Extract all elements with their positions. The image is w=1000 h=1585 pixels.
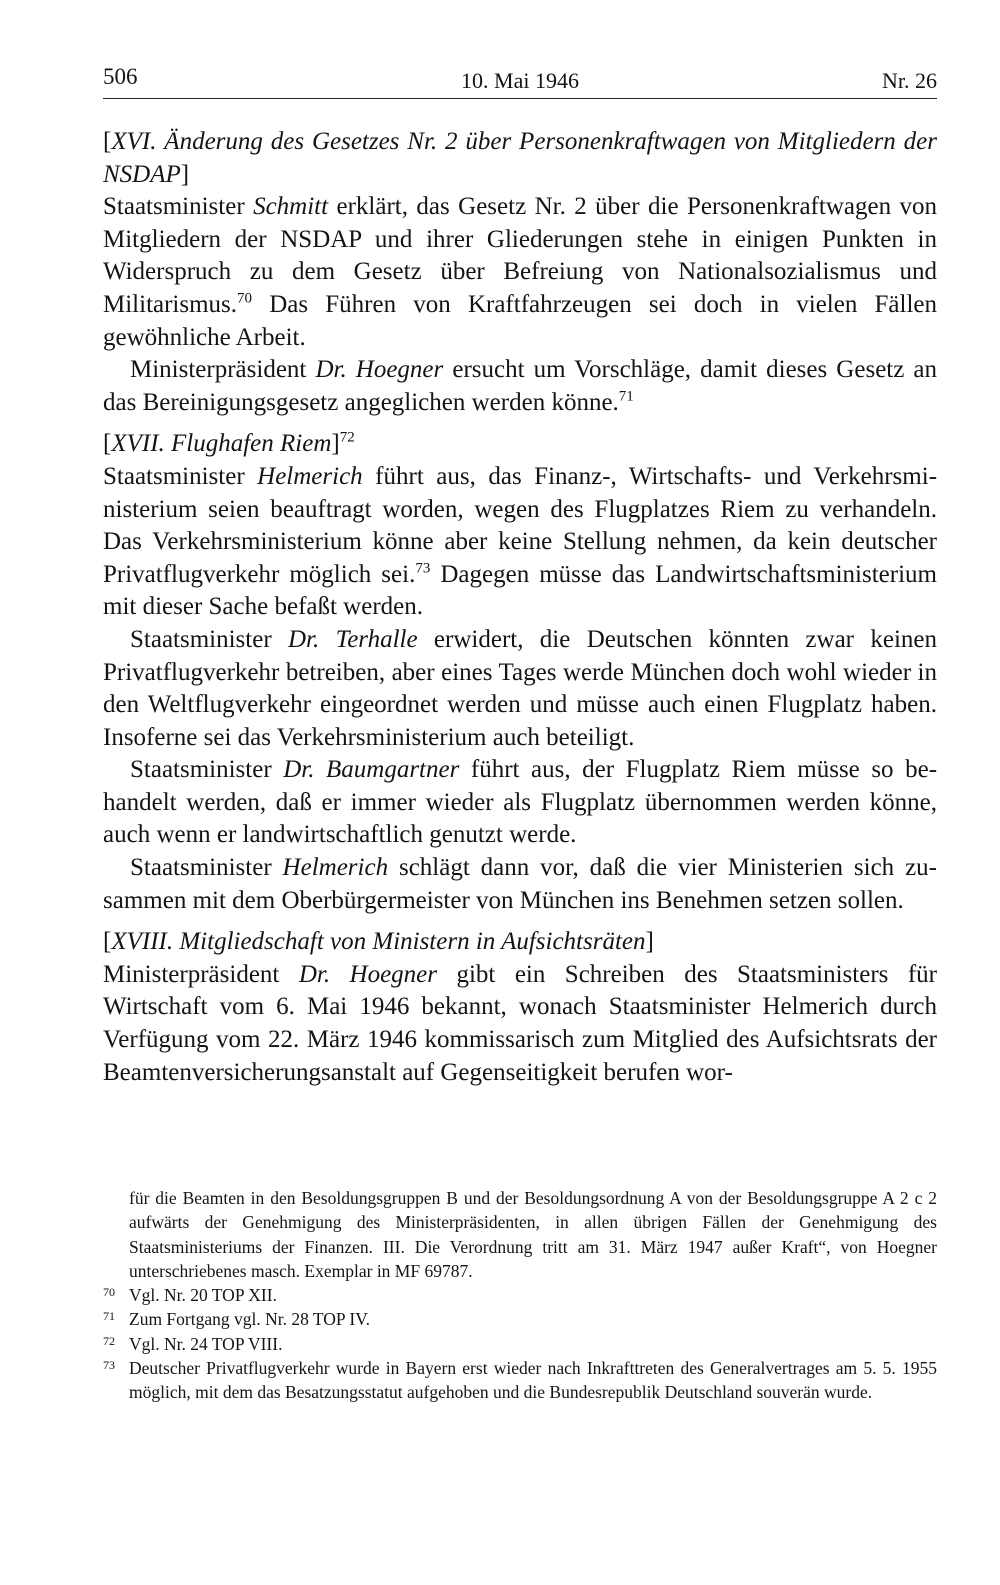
document-number: Nr. 26 bbox=[882, 68, 937, 93]
section-heading-xviii: [XVIII. Mitgliedschaft von Ministern in Aufsichtsräten] bbox=[103, 928, 654, 956]
speaker-name: Dr. Hoegner bbox=[315, 356, 444, 384]
section-heading-xvi: [XVI. Änderung des Gesetzes Nr. 2 über Personenkraftwagen von Mitgliedern der NSDAP] bbox=[103, 128, 937, 188]
header-date: 10. Mai 1946 bbox=[461, 68, 579, 93]
footnote-ref: 70 bbox=[237, 290, 253, 307]
paragraph: Ministerpräsident Dr. Hoegner gibt ein Schreiben des Staatsministers für Wirtschaft vom 6. Mai 1946 bekannt, wonach Staatsminister Helmerich durch Verfügung vom 22. März 1946 kommissarisch zum Mitglied des Aufsichtsrats der Beamtenversicherungsanstalt auf Gegenseitigkeit berufen wor- bbox=[103, 960, 937, 1086]
paragraph: Ministerpräsident Dr. Hoegner ersucht um Vorschläge, damit dieses Gesetz an das Bereinigungsgesetz angeglichen werden könne.$^{71}$ bbox=[103, 356, 938, 416]
footnote-ref: 72 bbox=[339, 430, 355, 447]
footnote-73: 73 Deutscher Privatflugverkehr wurde in Bayern erst wieder nach Inkrafttreten des Generalvertrages am 5. 5. 1955 möglich, mit dem das Besatzungsstatut aufgehoben und die Bundesrepublik Deutschland souverän wurde. bbox=[103, 1358, 937, 1403]
footnote-ref: 73 bbox=[415, 560, 431, 577]
footnote-70: 70 Vgl. Nr. 20 TOP XII. bbox=[103, 1285, 277, 1306]
running-header bbox=[103, 62, 937, 99]
footnote-72: 72 Vgl. Nr. 24 TOP VIII. bbox=[103, 1333, 283, 1354]
speaker-name: Helmerich bbox=[282, 854, 389, 882]
paragraph: Staatsminister Helmerich führt aus, das Finanz-, Wirtschafts- und Verkehrsministerium seien beauftragt worden, wegen des Flugplatzes Riem zu verhandeln. Das Verkehrsministerium könne aber keine Stellung nehmen, da kein deutscher Privatflugverkehr möglich sei.$^{73}$ Dagegen müsse das Landwirtschaftsministerium mit dieser Sache befaßt werden. bbox=[103, 462, 938, 621]
footnotes bbox=[103, 1186, 937, 1405]
body-text bbox=[103, 126, 937, 1089]
footnote-continuation: für die Beamten in den Besoldungsgruppen B und der Besoldungsordnung A von der Besoldungsgruppe A 2 c 2 aufwärts der Genehmigung des Ministerpräsidenten, in allen übrigen Fällen der Genehmigung des Staatsministeriums der Finanzen. III. Die Verordnung tritt am 31. März 1947 außer Kraft“, von Hoegner unterschriebenes masch. Exemplar in MF 69787. bbox=[129, 1188, 937, 1281]
footnote-ref: 71 bbox=[618, 388, 634, 405]
speaker-name: Dr. Baumgartner bbox=[283, 756, 460, 784]
section-heading-xvii: [XVII. Flughafen Riem]$^{72}$ bbox=[103, 430, 355, 458]
paragraph: Staatsminister Schmitt erklärt, das Gesetz Nr. 2 über die Personenkraftwagen von Mitgliedern der NSDAP und ihrer Gliederungen stehe in einigen Punkten in Widerspruch zu dem Gesetz über Befreiung von Nationalsozialismus und Militarismus.$^{70}$ Das Führen von Kraftfahrzeugen sei doch in vielen Fällen gewöhnliche Arbeit. bbox=[103, 193, 937, 351]
speaker-name: Dr. Hoegner bbox=[298, 960, 438, 988]
paragraph: Staatsminister Helmerich schlägt dann vor, daß die vier Ministerien sich zusammen mit dem Oberbürgermeister von München ins Benehmen setzen sollen. bbox=[103, 854, 937, 914]
paragraph: Staatsminister Dr. Baumgartner führt aus, der Flugplatz Riem müsse so behandelt werden, daß er immer wieder als Flugplatz übernommen werden könne, auch wenn er landwirtschaftlich genutzt werde. bbox=[103, 756, 938, 849]
paragraph: Staatsminister Dr. Terhalle erwidert, die Deutschen könnten zwar keinen Privatflugverkehr betreiben, aber eines Tages werde München doch wohl wieder in den Weltflugverkehr eingeordnet werden und müsse auch einen Flugplatz haben. Insoferne sei das Verkehrsministerium auch beteiligt. bbox=[103, 625, 937, 751]
page-number: 506 bbox=[103, 64, 138, 89]
speaker-name: Dr. Terhalle bbox=[288, 625, 418, 653]
footnote-71: 71 Zum Fortgang vgl. Nr. 28 TOP IV. bbox=[103, 1309, 370, 1330]
speaker-name: Helmerich bbox=[257, 462, 363, 490]
speaker-name: Schmitt bbox=[253, 193, 329, 221]
